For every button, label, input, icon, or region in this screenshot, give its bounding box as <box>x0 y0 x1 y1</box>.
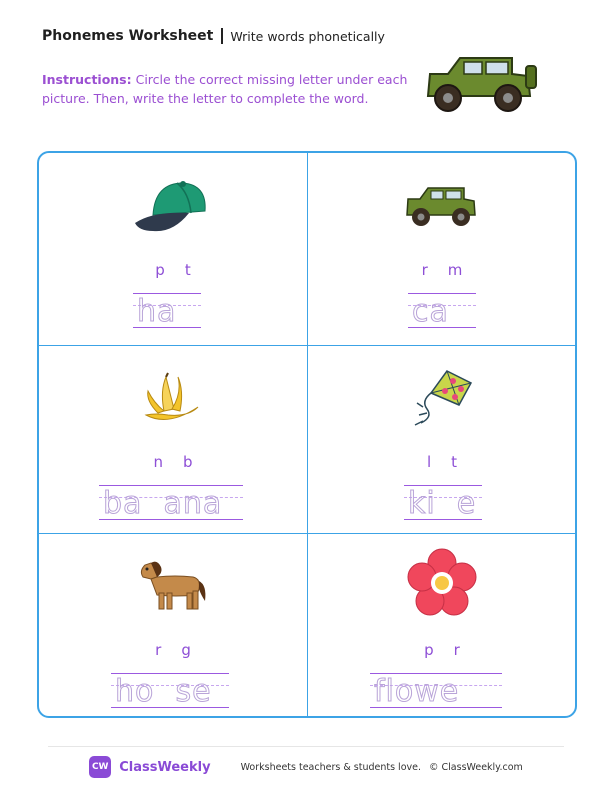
writing-lines <box>133 293 201 329</box>
trace-word: ho se <box>115 674 212 709</box>
kite-icon <box>308 367 576 429</box>
word-cell <box>39 345 307 533</box>
instructions <box>42 70 412 108</box>
trace-word: ba ana <box>103 486 223 521</box>
letter-choices <box>39 453 307 471</box>
writing-lines <box>408 293 476 329</box>
footer-copyright: © ClassWeekly.com <box>429 761 523 773</box>
worksheet-subtitle: Write words phonetically <box>230 28 385 44</box>
letter-choices <box>39 261 307 279</box>
jeep-icon <box>308 183 576 229</box>
word-cell <box>308 345 576 533</box>
instructions-text: Circle the correct missing letter under each picture. Then, write the letter to complete the word. <box>42 72 408 106</box>
instructions-lead: Instructions: <box>42 72 132 87</box>
footer-divider <box>48 746 564 747</box>
word-cell <box>39 533 307 721</box>
word-cell <box>39 153 307 341</box>
worksheet-title: Phonemes Worksheet <box>42 28 214 44</box>
brand-name: ClassWeekly <box>119 759 211 775</box>
word-cell <box>308 153 576 341</box>
letter-choice[interactable]: p <box>155 261 165 279</box>
letter-choices <box>308 261 576 279</box>
letter-choices <box>308 453 576 471</box>
word-cell <box>308 533 576 721</box>
banana-icon <box>39 371 307 427</box>
footer <box>0 756 612 778</box>
title-separator <box>221 28 223 44</box>
letter-choice[interactable]: b <box>182 453 193 471</box>
letter-choice[interactable]: t <box>184 261 191 279</box>
trace-word: flowe <box>374 674 470 709</box>
letter-choice[interactable]: m <box>447 261 463 279</box>
letter-choice[interactable]: g <box>181 641 191 659</box>
writing-lines <box>111 673 229 709</box>
letter-choice[interactable]: n <box>153 453 163 471</box>
letter-choice[interactable]: r <box>155 641 162 659</box>
letter-choices <box>39 641 307 659</box>
writing-lines <box>370 673 502 709</box>
letter-choice[interactable]: l <box>426 453 432 471</box>
writing-lines <box>99 485 243 521</box>
worksheet-header <box>42 28 385 44</box>
trace-word: ca <box>412 294 460 329</box>
letter-choice[interactable]: p <box>424 641 434 659</box>
trace-word: ki e <box>408 486 477 521</box>
worksheet-grid <box>37 151 577 718</box>
horse-icon <box>39 555 307 615</box>
footer-tagline: Worksheets teachers & students love. <box>240 761 421 773</box>
classweekly-logo-icon: CW <box>89 756 111 778</box>
cap-icon <box>39 179 307 235</box>
letter-choice[interactable]: t <box>451 453 458 471</box>
trace-word: ha <box>137 294 187 329</box>
letter-choice[interactable]: r <box>453 641 460 659</box>
flower-icon <box>308 547 576 617</box>
letter-choice[interactable]: r <box>421 261 428 279</box>
letter-choices <box>308 641 576 659</box>
jeep-illustration <box>420 50 540 116</box>
writing-lines <box>404 485 482 521</box>
